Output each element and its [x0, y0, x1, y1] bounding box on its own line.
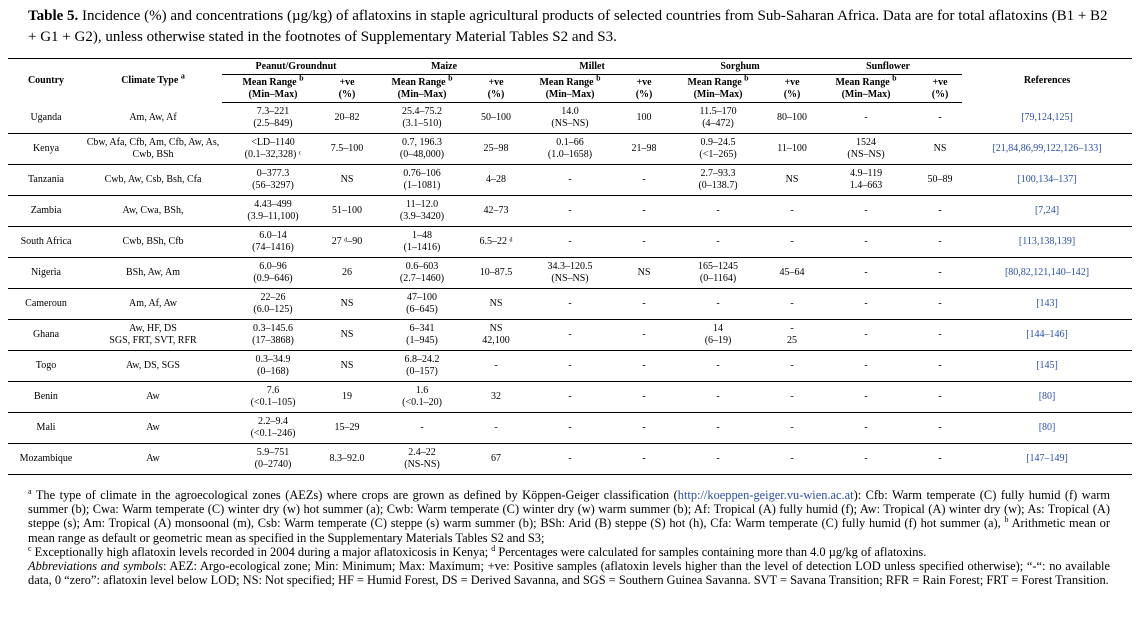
- maize-positive-cell: 10–87.5: [479, 267, 513, 278]
- maize-positive-cell: -: [494, 360, 498, 371]
- country-cell: South Africa: [20, 236, 72, 247]
- millet-mean-range-cell: -: [568, 298, 572, 309]
- references-cell[interactable]: [143]: [1036, 298, 1058, 309]
- millet-mean-range-cell: -: [568, 236, 572, 247]
- maize-positive-cell: 4–28: [486, 174, 507, 185]
- footnotes: [28, 488, 1110, 587]
- table-label: Table 5.: [28, 8, 79, 24]
- country-cell: Benin: [34, 391, 58, 402]
- maize-mean-range-cell: 6–341 (1–945): [406, 323, 438, 346]
- peanut-positive-cell: 19: [342, 391, 352, 402]
- millet-positive-cell: -: [642, 391, 646, 402]
- climate-cell: Aw: [146, 391, 160, 402]
- peanut-positive-cell: NS: [340, 360, 354, 371]
- millet-mean-range-cell: -: [568, 360, 572, 371]
- millet-positive-cell: -: [642, 422, 646, 433]
- peanut-positive-cell: 7.5–100: [330, 143, 364, 154]
- table-row: [8, 320, 1132, 351]
- sunflower-mean-range-cell: -: [864, 329, 868, 340]
- sorghum-positive-cell: -: [790, 391, 794, 402]
- peanut-positive-cell: NS: [340, 298, 354, 309]
- sunflower-positive-cell: -: [938, 267, 942, 278]
- millet-mean-range-cell: 34.3–120.5 (NS–NS): [547, 261, 593, 284]
- country-cell: Nigeria: [31, 267, 61, 278]
- sorghum-mean-range-cell: 2.7–93.3 (0–138.7): [698, 168, 738, 191]
- header-references: References: [1023, 74, 1071, 86]
- references-cell[interactable]: [113,138,139]: [1018, 236, 1076, 247]
- sorghum-positive-cell: 45–64: [779, 267, 805, 278]
- subheader-mean-range: Mean Range $^b$ (Min–Max): [814, 75, 918, 103]
- millet-mean-range-cell: -: [568, 329, 572, 340]
- subheader-mean-range: Mean Range $^b$ (Min–Max): [370, 75, 474, 103]
- table-row: [8, 196, 1132, 227]
- sorghum-positive-cell: -: [790, 360, 794, 371]
- header-row-groups: [8, 59, 1132, 75]
- references-cell[interactable]: [145]: [1036, 360, 1058, 371]
- peanut-mean-range-cell: 6.0–96 (0.9–646): [253, 261, 293, 284]
- sorghum-positive-cell: 80–100: [777, 112, 808, 123]
- maize-positive-cell: -: [494, 422, 498, 433]
- maize-mean-range-cell: 0.76–106 (1–1081): [403, 168, 441, 191]
- references-cell[interactable]: [147–149]: [1026, 453, 1068, 464]
- references-cell[interactable]: [144–146]: [1026, 329, 1068, 340]
- sunflower-positive-cell: -: [938, 360, 942, 371]
- peanut-mean-range-cell: 22–26 (6.0–125): [253, 292, 293, 315]
- maize-positive-cell: NS: [489, 298, 503, 309]
- maize-mean-range-cell: -: [420, 422, 424, 433]
- table-row: [8, 289, 1132, 320]
- millet-mean-range-cell: -: [568, 453, 572, 464]
- climate-cell: Am, Af, Aw: [129, 298, 177, 309]
- millet-mean-range-cell: -: [568, 422, 572, 433]
- subheader-positive: +ve (%): [770, 75, 814, 103]
- peanut-positive-cell: 27 ᵈ–90: [331, 236, 363, 247]
- climate-cell: Aw, Cwa, BSh,: [122, 205, 184, 216]
- references-cell[interactable]: [80]: [1038, 391, 1056, 402]
- sunflower-mean-range-cell: -: [864, 112, 868, 123]
- maize-positive-cell: 6.5–22 ᵈ: [479, 236, 513, 247]
- millet-mean-range-cell: 0.1–66 (1.0–1658): [547, 137, 593, 160]
- country-cell: Cameroun: [25, 298, 67, 309]
- table-row: [8, 227, 1132, 258]
- country-cell: Zambia: [30, 205, 62, 216]
- table-row: [8, 258, 1132, 289]
- peanut-mean-range-cell: 0–377.3 (56–3297): [252, 168, 294, 191]
- millet-mean-range-cell: 14.0 (NS–NS): [551, 106, 589, 129]
- maize-positive-cell: 67: [491, 453, 502, 464]
- footnote-abbreviations: Abbreviations and symbols: AEZ: Argo-ecological zone; Min: Minimum; Max: Maximum; +ve: Positive samples (aflatoxin levels higher than the level of detection LOD unless specified otherwise); “-“: no available data, 0 “zero”: aflatoxin level below LOD; NS: Not specified; HF = Humid Forest, DS = Derived Savanna, and SGS = Southern Guinea Savanna. SVT = Savana Transition; RFR = Rain Forest; FRT = Forest Transition.: [28, 559, 1111, 588]
- climate-cell: Aw, DS, SGS: [125, 360, 180, 371]
- table-body: [8, 103, 1132, 475]
- country-cell: Uganda: [30, 111, 62, 123]
- aflatoxin-table-container: [8, 58, 1132, 475]
- climate-cell: Am, Aw, Af: [129, 111, 177, 123]
- table-row: [8, 134, 1132, 165]
- climate-cell: Cwb, Aw, Csb, Bsh, Cfa: [104, 174, 202, 185]
- table-row: [8, 444, 1132, 475]
- sunflower-mean-range-cell: -: [864, 360, 868, 371]
- millet-positive-cell: -: [642, 453, 646, 464]
- country-cell: Kenya: [32, 143, 60, 154]
- header-sunflower: Sunflower: [814, 59, 962, 75]
- header-peanut: Peanut/Groundnut: [222, 59, 370, 75]
- table-row: [8, 103, 1132, 134]
- references-cell[interactable]: [7,24]: [1034, 205, 1060, 216]
- header-climate: Climate Type $^a$: [121, 71, 185, 86]
- sunflower-positive-cell: 50–89: [927, 174, 953, 185]
- peanut-mean-range-cell: 6.0–14 (74–1416): [252, 230, 294, 253]
- maize-mean-range-cell: 25.4–75.2 (3.1–510): [402, 106, 443, 129]
- sorghum-mean-range-cell: 14 (6–19): [704, 323, 732, 346]
- millet-mean-range-cell: -: [568, 174, 572, 185]
- climate-cell: Aw: [146, 422, 160, 433]
- millet-positive-cell: 100: [636, 112, 652, 123]
- header-country: Country: [27, 74, 65, 86]
- millet-positive-cell: 21–98: [631, 143, 657, 154]
- sorghum-positive-cell: -: [790, 205, 794, 216]
- maize-mean-range-cell: 2.4–22 (NS-NS): [404, 447, 440, 470]
- sunflower-positive-cell: -: [938, 236, 942, 247]
- country-cell: Mozambique: [19, 453, 73, 464]
- peanut-positive-cell: NS: [340, 174, 354, 185]
- maize-mean-range-cell: 47–100 (6–645): [406, 292, 438, 315]
- sorghum-mean-range-cell: -: [716, 422, 720, 433]
- millet-positive-cell: -: [642, 236, 646, 247]
- country-cell: Ghana: [32, 329, 60, 340]
- sorghum-mean-range-cell: -: [716, 236, 720, 247]
- peanut-positive-cell: 26: [342, 267, 352, 278]
- sunflower-positive-cell: -: [938, 329, 942, 340]
- peanut-mean-range-cell: 7.6 (<0.1–105): [250, 385, 296, 408]
- maize-mean-range-cell: 1.6 (<0.1–20): [402, 385, 442, 408]
- subheader-positive: +ve (%): [474, 75, 518, 103]
- maize-mean-range-cell: 1–48 (1–1416): [403, 230, 441, 253]
- peanut-positive-cell: 15–29: [334, 422, 360, 433]
- peanut-mean-range-cell: 7.3–221 (2.5–849): [253, 106, 293, 129]
- sorghum-mean-range-cell: -: [716, 298, 720, 309]
- peanut-positive-cell: 8.3–92.0: [329, 453, 365, 464]
- millet-positive-cell: -: [642, 298, 646, 309]
- references-cell[interactable]: [79,124,125]: [1021, 111, 1073, 123]
- climate-cell: Aw, HF, DS SGS, FRT, SVT, RFR: [109, 323, 197, 346]
- sorghum-mean-range-cell: -: [716, 391, 720, 402]
- maize-mean-range-cell: 0.7, 196.3 (0–48,000): [399, 137, 445, 160]
- country-cell: Mali: [36, 422, 56, 433]
- sorghum-positive-cell: -: [790, 236, 794, 247]
- sunflower-positive-cell: -: [938, 453, 942, 464]
- maize-positive-cell: 50–100: [481, 112, 512, 123]
- peanut-positive-cell: 20–82: [334, 112, 360, 123]
- sorghum-mean-range-cell: -: [716, 205, 720, 216]
- maize-mean-range-cell: 6.8–24.2 (0–157): [404, 354, 440, 377]
- country-cell: Tanzania: [28, 174, 64, 185]
- peanut-mean-range-cell: 0.3–34.9 (0–168): [255, 354, 291, 377]
- subheader-mean-range: Mean Range $^b$ (Min–Max): [222, 75, 324, 103]
- sorghum-mean-range-cell: 11.5–170 (4–472): [699, 106, 737, 129]
- table-row: [8, 165, 1132, 196]
- millet-positive-cell: -: [642, 360, 646, 371]
- maize-positive-cell: 32: [491, 391, 502, 402]
- sunflower-positive-cell: -: [938, 422, 942, 433]
- sunflower-positive-cell: -: [938, 112, 942, 123]
- sunflower-positive-cell: -: [938, 205, 942, 216]
- peanut-positive-cell: NS: [340, 329, 354, 340]
- millet-positive-cell: -: [642, 205, 646, 216]
- sunflower-positive-cell: NS: [933, 143, 947, 154]
- sorghum-positive-cell: -: [790, 453, 794, 464]
- climate-cell: Cbw, Afa, Cfb, Am, Cfb, Aw, As, Cwb, BSh: [86, 137, 220, 160]
- sunflower-mean-range-cell: -: [864, 298, 868, 309]
- subheader-mean-range: Mean Range $^b$ (Min–Max): [518, 75, 622, 103]
- footnote-c-d: $^c$ Exceptionally high aflatoxin levels recorded in 2004 during a major aflatoxicosis in Kenya; $^d$ Percentages were calculated for samples containing more than 4.0 µg/kg of aflatoxins.: [28, 543, 927, 559]
- references-cell[interactable]: [80,82,121,140–142]: [1004, 267, 1090, 278]
- peanut-mean-range-cell: 4.43–499 (3.9–11,100): [247, 199, 299, 222]
- table-caption: [28, 6, 1118, 48]
- table-row: [8, 413, 1132, 444]
- sunflower-mean-range-cell: 4.9–119 1.4–663: [849, 168, 883, 191]
- peanut-positive-cell: 51–100: [332, 205, 362, 216]
- sunflower-mean-range-cell: -: [864, 267, 868, 278]
- sorghum-mean-range-cell: 165–1245 (0–1164): [698, 261, 739, 284]
- references-cell[interactable]: [100,134–137]: [1017, 174, 1077, 185]
- country-cell: Togo: [35, 360, 57, 371]
- peanut-mean-range-cell: <LD–1140 (0.1–32,328) ᶜ: [244, 137, 302, 160]
- millet-positive-cell: -: [642, 174, 646, 185]
- sunflower-mean-range-cell: -: [864, 453, 868, 464]
- footnote-a: $^a$ The type of climate in the agroecological zones (AEZs) where crops are grown as defined by Köppen-Geiger classification (http://koeppen-geiger.vu-wien.ac.at): Cfb: Warm temperate (C) fully humid (f) warm summer (b); Cwa: Warm temperate (C) winter dry (w) hot summer (a); Cwb: Warm temperate (C) winter dry (w) warm summer (b); Af: Tropical (A) fully humid (f); Aw: Tropical (A) winter dry (w); As: Tropical (A) steppe (s); Am: Tropical (A) monsoonal (m), Csb: Warm temperate (C) steppe (s) warm summer (b); BSh: Arid (B) steppe (S) hot (h), Cfa: Warm temperate (C) fully humid (f) hot summer (a), $^b$ Arithmetic mean or mean range as default or geometric mean as specified in the Supplementary Materials Tables S2 and S3;: [28, 486, 1111, 545]
- koeppen-geiger-link[interactable]: http://koeppen-geiger.vu-wien.ac.at: [677, 488, 854, 502]
- header-sorghum: Sorghum: [666, 59, 814, 75]
- sunflower-positive-cell: -: [938, 391, 942, 402]
- millet-mean-range-cell: -: [568, 205, 572, 216]
- header-maize: Maize: [370, 59, 518, 75]
- subheader-mean-range: Mean Range $^b$ (Min–Max): [666, 75, 770, 103]
- maize-mean-range-cell: 0.6–603 (2.7–1460): [399, 261, 445, 284]
- table-row: [8, 382, 1132, 413]
- climate-cell: Aw: [146, 453, 160, 464]
- millet-mean-range-cell: -: [568, 391, 572, 402]
- maize-mean-range-cell: 11–12.0 (3.9–3420): [399, 199, 445, 222]
- maize-positive-cell: NS 42,100: [482, 323, 510, 346]
- sunflower-mean-range-cell: 1524 (NS–NS): [847, 137, 885, 160]
- millet-positive-cell: -: [642, 329, 646, 340]
- climate-cell: BSh, Aw, Am: [125, 267, 180, 278]
- sunflower-mean-range-cell: -: [864, 391, 868, 402]
- subheader-positive: +ve (%): [324, 75, 370, 103]
- caption-text: Incidence (%) and concentrations (µg/kg) of aflatoxins in staple agricultural products of selected countries from Sub-Saharan Africa. Data are for total aflatoxins (B1 + B2 + G1 + G2), unless otherwise stated in the footnotes of Supplementary Material Tables S2 and S3.: [28, 8, 1108, 45]
- climate-cell: Cwb, BSh, Cfb: [122, 236, 184, 247]
- sorghum-mean-range-cell: -: [716, 453, 720, 464]
- sorghum-positive-cell: -: [790, 422, 794, 433]
- peanut-mean-range-cell: 0.3–145.6 (17–3868): [252, 323, 294, 346]
- sorghum-positive-cell: NS: [785, 174, 799, 185]
- millet-positive-cell: NS: [637, 267, 651, 278]
- sorghum-positive-cell: - 25: [787, 323, 798, 346]
- peanut-mean-range-cell: 5.9–751 (0–2740): [254, 447, 292, 470]
- sorghum-positive-cell: 11–100: [777, 143, 807, 154]
- sunflower-positive-cell: -: [938, 298, 942, 309]
- references-cell[interactable]: [21,84,86,99,122,126–133]: [992, 143, 1102, 154]
- sorghum-positive-cell: -: [790, 298, 794, 309]
- sunflower-mean-range-cell: -: [864, 205, 868, 216]
- maize-positive-cell: 25–98: [483, 143, 509, 154]
- header-millet: Millet: [518, 59, 666, 75]
- peanut-mean-range-cell: 2.2–9.4 (<0.1–246): [250, 416, 296, 439]
- subheader-positive: +ve (%): [918, 75, 962, 103]
- sunflower-mean-range-cell: -: [864, 236, 868, 247]
- maize-positive-cell: 42–73: [483, 205, 509, 216]
- sunflower-mean-range-cell: -: [864, 422, 868, 433]
- references-cell[interactable]: [80]: [1038, 422, 1056, 433]
- sorghum-mean-range-cell: 0.9–24.5 (<1–265): [699, 137, 737, 160]
- aflatoxin-table: [8, 58, 1132, 475]
- table-row: [8, 351, 1132, 382]
- subheader-positive: +ve (%): [622, 75, 666, 103]
- sorghum-mean-range-cell: -: [716, 360, 720, 371]
